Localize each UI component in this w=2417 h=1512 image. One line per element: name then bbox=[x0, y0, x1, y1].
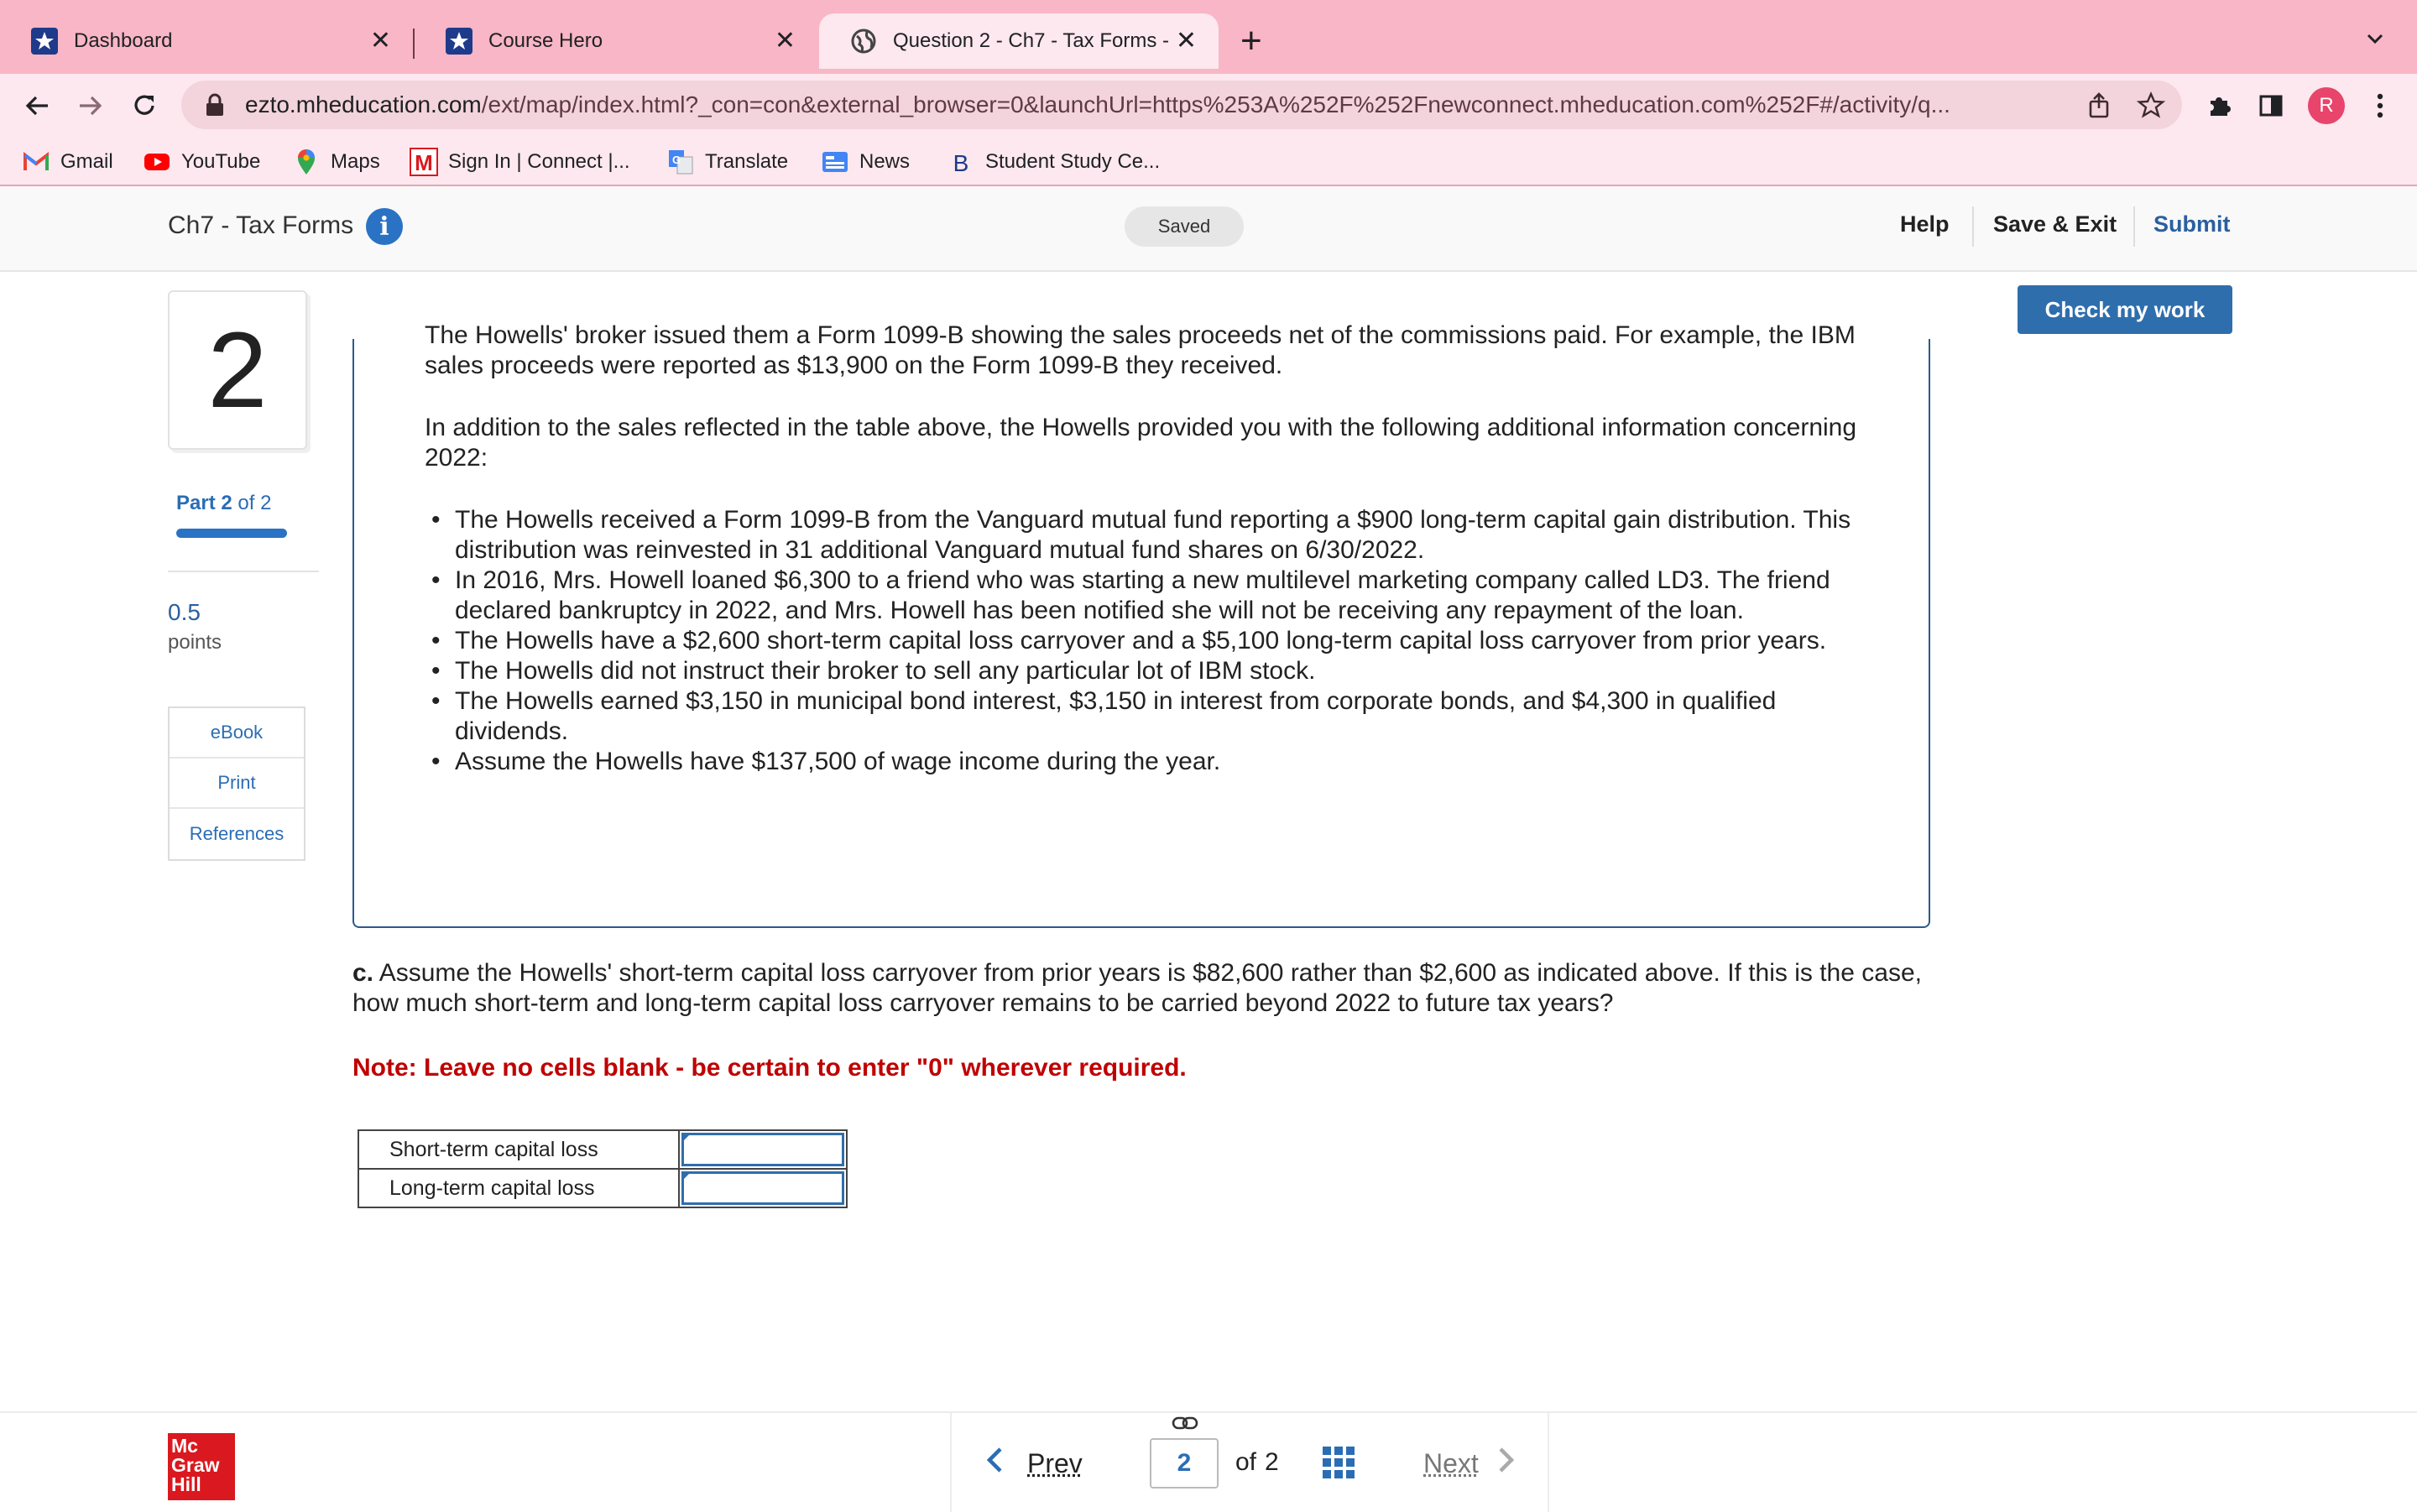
logo-line: Hill bbox=[171, 1473, 201, 1495]
part-c-text: Assume the Howells' short-term capital loss carryover from prior years is $82,600 rather than $2,600 as indicated above. If this is the case, how much short-term and long-term capital loss carryover remains to be carried beyond 2022 to future tax years? bbox=[352, 959, 1922, 1017]
part-word: Part bbox=[176, 492, 216, 514]
bookmark-label: Sign In | Connect |... bbox=[448, 150, 630, 173]
check-my-work-button[interactable]: Check my work bbox=[2018, 285, 2232, 334]
page-total bbox=[1235, 1448, 1279, 1477]
bookmark-label: Student Study Ce... bbox=[985, 150, 1161, 173]
part-c-label: c. bbox=[352, 959, 374, 987]
points-value: 0.5 bbox=[168, 599, 201, 625]
list-item: • The Howells have a $2,600 short-term capital loss carryover and a $5,100 long-term capital loss carryover from prior years. bbox=[425, 626, 1885, 656]
chevron-left-icon bbox=[985, 1445, 1004, 1483]
prev-label: Prev bbox=[1027, 1448, 1083, 1478]
info-icon[interactable]: i bbox=[366, 208, 403, 245]
saved-status-badge: Saved bbox=[1125, 206, 1244, 247]
row-label: Long-term capital loss bbox=[358, 1169, 679, 1207]
chevron-right-icon bbox=[1497, 1445, 1516, 1483]
question-number-card: 2 bbox=[168, 290, 307, 450]
side-panel-icon[interactable] bbox=[2254, 89, 2288, 123]
back-button[interactable] bbox=[18, 87, 55, 124]
url-path: /ext/map/index.html?_con=con&external_browser=0&launchUrl=https%253A%252F%252Fnewconnect.mheducation.com%252F#/activity/q... bbox=[481, 91, 1950, 117]
part-progress-bar bbox=[176, 529, 287, 538]
question-grid-icon[interactable] bbox=[1323, 1447, 1355, 1478]
cell-flag-icon bbox=[681, 1171, 692, 1181]
close-icon[interactable]: ✕ bbox=[774, 27, 796, 55]
row-label: Short-term capital loss bbox=[358, 1130, 679, 1169]
page-total-number: 2 bbox=[1265, 1448, 1279, 1476]
address-bar[interactable] bbox=[181, 81, 2182, 129]
question-stem-panel[interactable] bbox=[352, 321, 1930, 928]
translate-icon bbox=[668, 149, 693, 175]
stem-paragraph: In addition to the sales reflected in the table above, the Howells provided you with the following additional information concerning 2022: bbox=[425, 414, 1857, 472]
new-tab-button[interactable]: + bbox=[1240, 20, 1262, 61]
svg-text:B: B bbox=[953, 150, 969, 176]
list-item: • The Howells received a Form 1099-B from the Vanguard mutual fund reporting a $900 long-term capital gain distribution. This distribution was reinvested in 31 additional Vanguard mutual fund shares on 6/30/2022. bbox=[425, 505, 1885, 566]
stem-paragraph: The Howells' broker issued them a Form 1099-B showing the sales proceeds net of the commissions paid. For example, the IBM sales proceeds were reported as $13,900 on the Form 1099-B they received. bbox=[425, 321, 1856, 379]
footer-bar bbox=[0, 1411, 2417, 1510]
tab-title: Question 2 - Ch7 - Tax Forms - bbox=[893, 29, 1169, 52]
ebook-button[interactable]: eBook bbox=[170, 708, 304, 759]
short-term-loss-input[interactable] bbox=[681, 1133, 844, 1166]
tab-question-2[interactable] bbox=[819, 13, 1219, 69]
assignment-title: Ch7 - Tax Forms bbox=[168, 211, 354, 239]
bookmark-youtube[interactable] bbox=[144, 146, 260, 178]
question-pager bbox=[950, 1413, 1549, 1512]
profile-avatar[interactable]: R bbox=[2308, 87, 2345, 124]
gmail-icon bbox=[23, 149, 49, 175]
next-label: Next bbox=[1423, 1448, 1479, 1478]
logo-line: Graw bbox=[171, 1454, 220, 1476]
header-divider bbox=[2133, 206, 2135, 247]
svg-text:M: M bbox=[415, 150, 433, 175]
lock-icon bbox=[205, 92, 227, 117]
list-item: • The Howells earned $3,150 in municipal bond interest, $3,150 in interest from corporate bonds, and $4,300 in qualified dividends. bbox=[425, 686, 1885, 747]
bookmark-label: YouTube bbox=[181, 150, 261, 173]
bookmark-student-study[interactable] bbox=[948, 146, 1160, 178]
save-exit-button[interactable]: Save & Exit bbox=[1993, 211, 2117, 237]
bookmark-label: News bbox=[859, 150, 911, 173]
close-icon[interactable]: ✕ bbox=[369, 27, 391, 55]
tab-dashboard[interactable] bbox=[0, 13, 413, 69]
forward-button[interactable] bbox=[72, 87, 109, 124]
part-c-question bbox=[352, 958, 1947, 1019]
bookmark-news[interactable] bbox=[822, 146, 910, 178]
assignment-header bbox=[0, 186, 2417, 272]
chevron-down-icon[interactable] bbox=[2363, 27, 2387, 50]
star-badge-icon bbox=[445, 27, 473, 55]
table-row bbox=[358, 1130, 847, 1169]
close-icon[interactable]: ✕ bbox=[1175, 27, 1197, 55]
more-vert-icon[interactable] bbox=[2363, 89, 2397, 123]
part-current: 2 bbox=[221, 492, 232, 514]
bookmarks-bar bbox=[0, 138, 2417, 186]
maps-pin-icon bbox=[294, 149, 319, 175]
print-button[interactable]: Print bbox=[170, 759, 304, 809]
bookmark-label: Translate bbox=[705, 150, 789, 173]
prev-button[interactable] bbox=[985, 1445, 1083, 1483]
news-icon bbox=[822, 149, 848, 175]
next-button[interactable] bbox=[1423, 1445, 1516, 1483]
mcgraw-hill-logo bbox=[168, 1433, 235, 1500]
bookmark-label: Maps bbox=[331, 150, 380, 173]
part-indicator[interactable] bbox=[176, 492, 271, 515]
bookmark-gmail[interactable] bbox=[23, 146, 113, 178]
current-page-input[interactable]: 2 bbox=[1150, 1438, 1219, 1489]
logo-line: Mc bbox=[171, 1435, 198, 1457]
bookmark-connect[interactable] bbox=[411, 146, 630, 178]
tab-title: Course Hero bbox=[488, 29, 603, 52]
bookmark-label: Gmail bbox=[60, 150, 113, 173]
part-total: of 2 bbox=[238, 492, 272, 514]
youtube-icon bbox=[144, 149, 170, 175]
link-icon bbox=[1172, 1413, 1198, 1435]
references-button[interactable]: References bbox=[189, 823, 285, 844]
browser-toolbar bbox=[0, 74, 2417, 138]
answer-cell[interactable] bbox=[679, 1169, 847, 1207]
reload-button[interactable] bbox=[126, 87, 163, 124]
cell-flag-icon bbox=[681, 1133, 692, 1143]
rail-divider bbox=[168, 571, 319, 572]
globe-icon bbox=[849, 27, 878, 55]
url-host: ezto.mheducation.com bbox=[245, 91, 482, 117]
table-row bbox=[358, 1169, 847, 1207]
mcgraw-m-icon bbox=[411, 149, 436, 175]
bookmark-maps[interactable] bbox=[294, 146, 380, 178]
tab-title: Dashboard bbox=[74, 29, 173, 52]
bookmark-star-icon[interactable] bbox=[2137, 91, 2165, 119]
svg-text:G: G bbox=[671, 154, 681, 166]
help-button[interactable]: Help bbox=[1900, 211, 1950, 237]
header-divider bbox=[1972, 206, 1974, 247]
list-item: • In 2016, Mrs. Howell loaned $6,300 to a friend who was starting a new multilevel marketing company called LD3. The friend declared bankruptcy in 2022, and Mrs. Howell has been notified she will not be receiving any repayment of the loan. bbox=[425, 566, 1885, 626]
long-term-loss-input[interactable] bbox=[681, 1171, 844, 1205]
share-icon[interactable] bbox=[2085, 91, 2113, 119]
browser-tab-bar bbox=[0, 0, 2417, 74]
url-text bbox=[245, 91, 2075, 118]
info-list bbox=[425, 505, 1885, 777]
page-of-word: of bbox=[1235, 1448, 1257, 1476]
answer-cell[interactable] bbox=[679, 1130, 847, 1169]
b-letter-icon bbox=[948, 149, 974, 175]
star-badge-icon bbox=[30, 27, 59, 55]
resources-panel bbox=[168, 706, 305, 861]
answer-table bbox=[358, 1129, 848, 1208]
points-label: points bbox=[168, 631, 222, 654]
submit-button[interactable]: Submit bbox=[2153, 211, 2231, 237]
list-item: • Assume the Howells have $137,500 of wage income during the year. bbox=[425, 747, 1885, 777]
extensions-puzzle-icon[interactable] bbox=[2202, 89, 2236, 123]
question-stem bbox=[425, 321, 1885, 777]
tab-course-hero[interactable] bbox=[415, 13, 817, 69]
bookmark-translate[interactable] bbox=[668, 146, 788, 178]
instruction-note: Note: Leave no cells blank - be certain to enter "0" wherever required. bbox=[352, 1054, 1187, 1082]
list-item: • The Howells did not instruct their broker to sell any particular lot of IBM stock. bbox=[425, 656, 1885, 686]
